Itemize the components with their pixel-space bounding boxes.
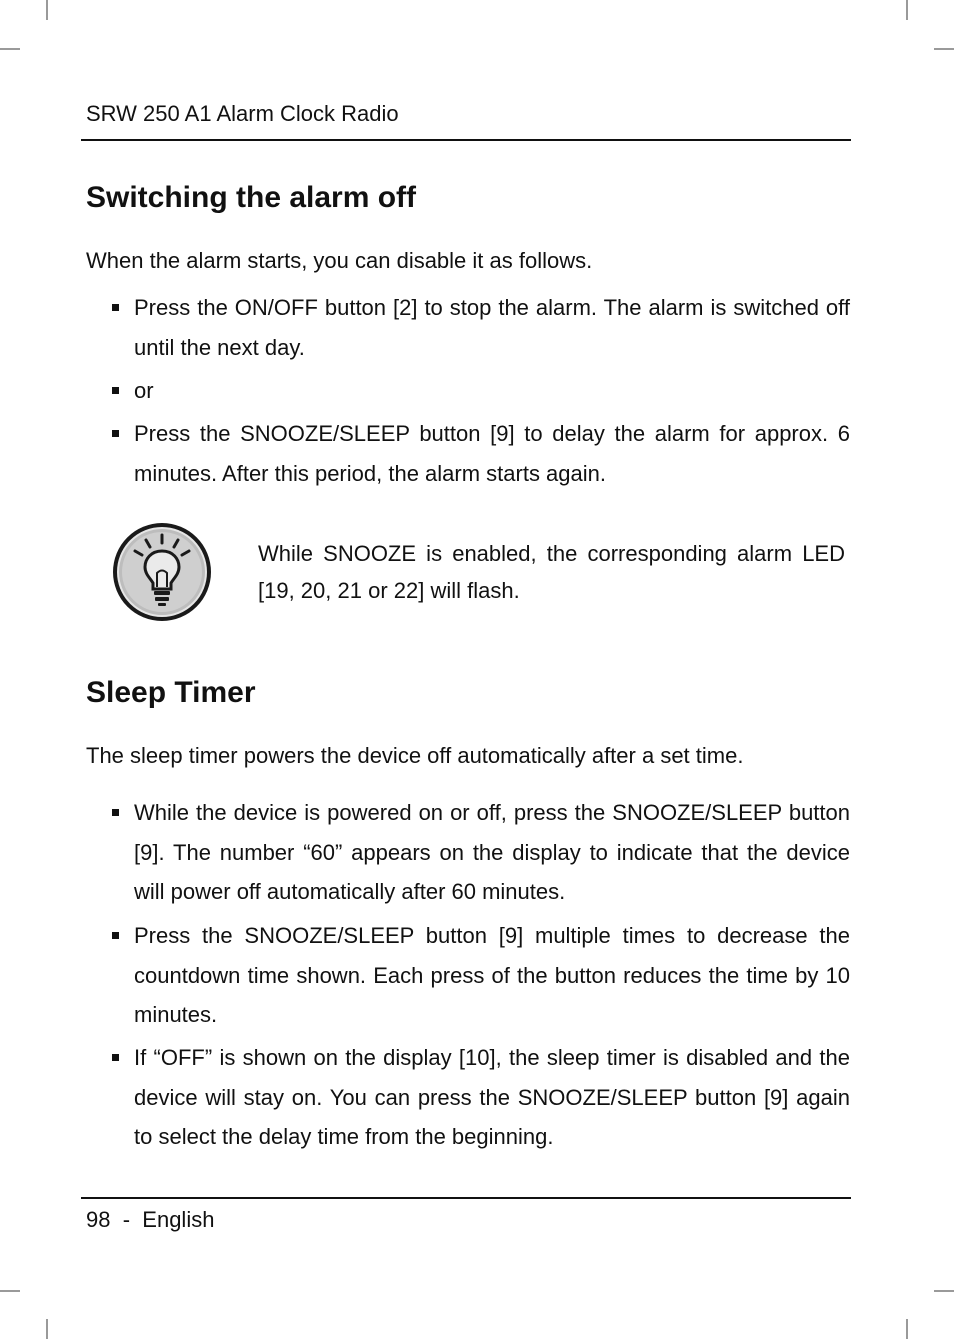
crop-mark (934, 48, 954, 50)
section-heading-sleep-timer: Sleep Timer (86, 676, 256, 709)
list-item (134, 288, 850, 367)
crop-mark (46, 1319, 48, 1339)
list-item (134, 371, 850, 411)
list-item-text: Press the ON/OFF button [2] to stop the alarm. The alarm is switched off until the next day. (134, 295, 850, 360)
crop-mark (906, 0, 908, 20)
list-item-text: Press the SNOOZE/SLEEP button [9] multiple times to decrease the countdown time shown. Each press of the button reduces the time by 10 minutes. (134, 923, 850, 1027)
bullet-square-icon (112, 430, 119, 437)
header-rule (81, 139, 851, 141)
list-item-text: Press the SNOOZE/SLEEP button [9] to delay the alarm for approx. 6 minutes. After this period, the alarm starts again. (134, 421, 850, 486)
crop-mark (0, 1290, 20, 1292)
bullet-square-icon (112, 387, 119, 394)
footer-language: English (142, 1207, 215, 1232)
list-item-text: While the device is powered on or off, press the SNOOZE/SLEEP button [9]. The number “60” appears on the display to indicate that the device will power off automatically after 60 minutes. (134, 800, 850, 904)
crop-mark (934, 1290, 954, 1292)
lightbulb-icon (111, 521, 213, 623)
list-item (134, 414, 850, 493)
section-intro: The sleep timer powers the device off automatically after a set time. (86, 743, 744, 768)
crop-mark (906, 1319, 908, 1339)
note-text: While SNOOZE is enabled, the corresponding alarm LED [19, 20, 21 or 22] will flash. (258, 541, 845, 603)
list-item-text: If “OFF” is shown on the display [10], the sleep timer is disabled and the device will stay on. You can press the SNOOZE/SLEEP button [9] again to select the delay time from the beginning. (134, 1045, 850, 1149)
section-intro: When the alarm starts, you can disable it as follows. (86, 248, 593, 273)
crop-mark (46, 0, 48, 20)
list-item (134, 793, 850, 912)
page-number: 98 (86, 1207, 111, 1232)
list-item-text: or (134, 378, 154, 403)
crop-mark (0, 48, 20, 50)
bullet-square-icon (112, 304, 119, 311)
section-heading-alarm-off: Switching the alarm off (86, 181, 417, 214)
footer-rule (81, 1197, 851, 1199)
bullet-square-icon (112, 932, 119, 939)
bullet-square-icon (112, 809, 119, 816)
list-item (134, 916, 850, 1035)
page-footer (86, 1206, 214, 1234)
running-header: SRW 250 A1 Alarm Clock Radio (86, 101, 399, 126)
bullet-square-icon (112, 1054, 119, 1061)
list-item (134, 1038, 850, 1157)
footer-separator: - (122, 1207, 131, 1232)
